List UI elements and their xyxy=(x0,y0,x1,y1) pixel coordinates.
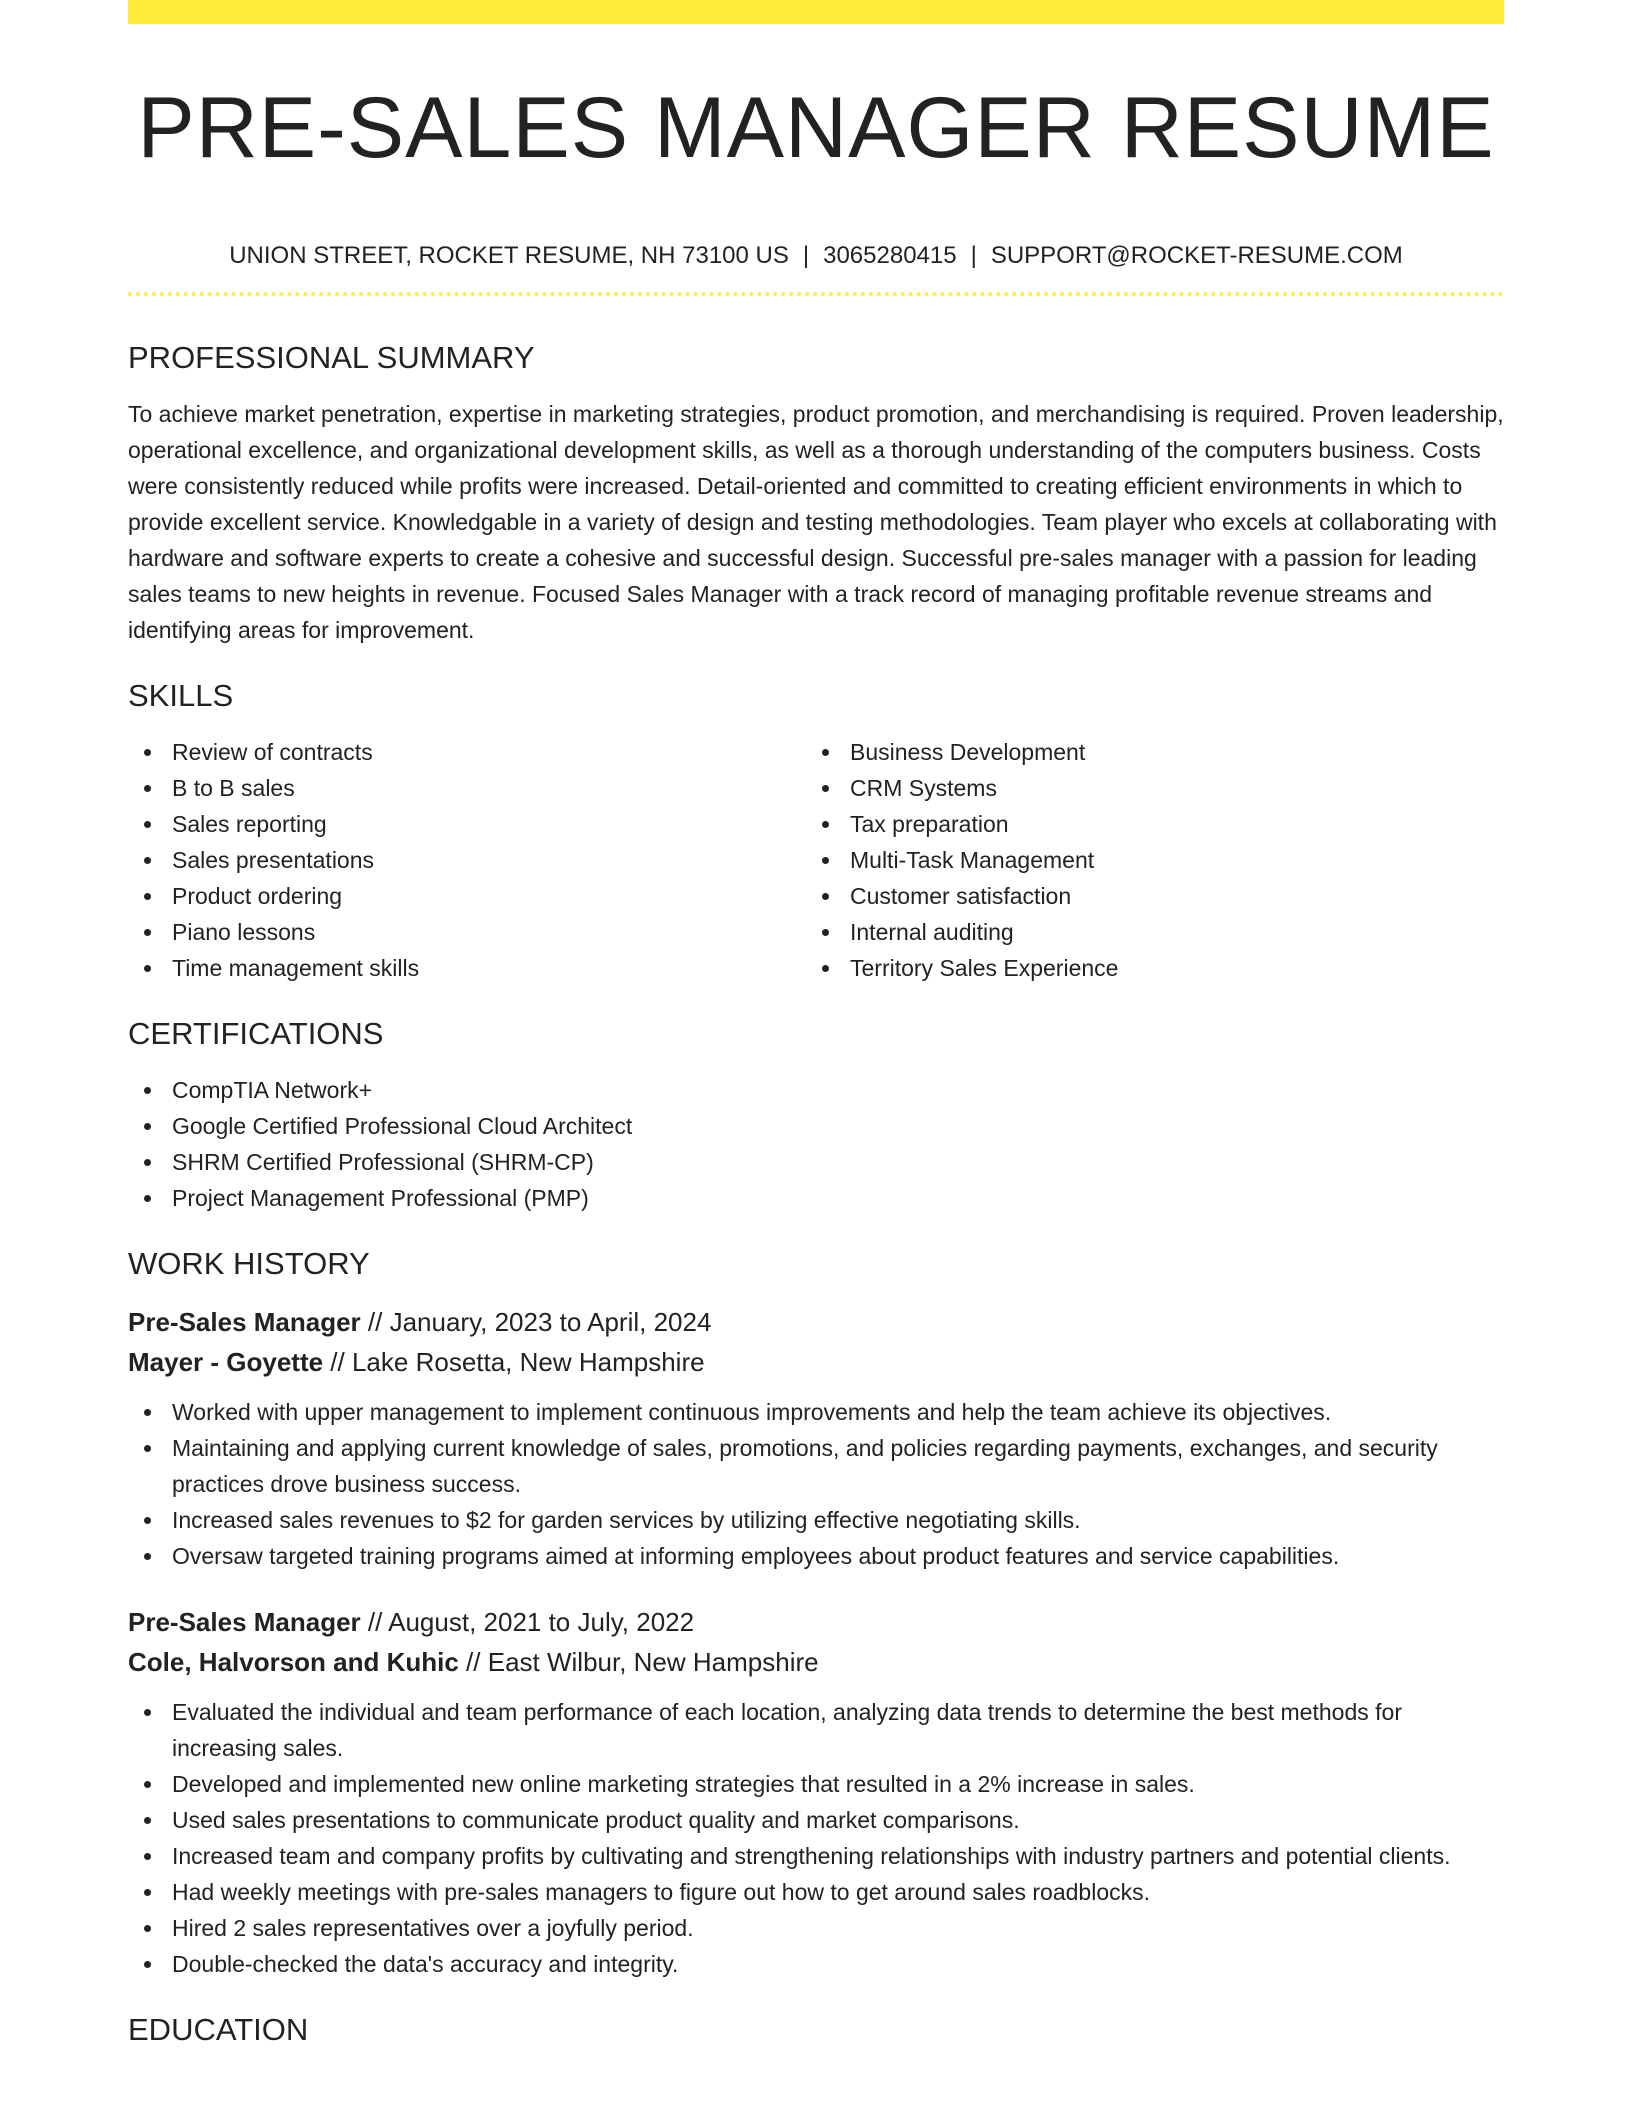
work-history-heading: WORK HISTORY xyxy=(128,1246,370,1281)
certifications-heading: CERTIFICATIONS xyxy=(128,1016,384,1051)
skills-list-right xyxy=(806,734,1484,986)
job-bullet: Evaluated the individual and team performance of each location, analyzing data trends to determine the best methods for increasing sales. xyxy=(128,1694,1504,1766)
skill-item: Time management skills xyxy=(128,950,806,986)
job-bullet: Increased sales revenues to $2 for garden services by utilizing effective negotiating skills. xyxy=(128,1502,1504,1538)
skill-item: Tax preparation xyxy=(806,806,1484,842)
skill-item: CRM Systems xyxy=(806,770,1484,806)
job-bullet: Worked with upper management to implement continuous improvements and help the team achieve its objectives. xyxy=(128,1394,1504,1430)
job-role: Pre-Sales Manager xyxy=(128,1607,361,1637)
dotted-divider xyxy=(128,292,1504,296)
skills-grid xyxy=(128,734,1504,986)
job-role-line xyxy=(128,1602,1504,1642)
job-entry xyxy=(128,1302,1504,1574)
skill-item: Territory Sales Experience xyxy=(806,950,1484,986)
skill-item: Sales reporting xyxy=(128,806,806,842)
page-title: PRE-SALES MANAGER RESUME xyxy=(137,80,1495,176)
job-bullet: Increased team and company profits by cultivating and strengthening relationships with industry partners and potential clients. xyxy=(128,1838,1504,1874)
job-bullet: Used sales presentations to communicate product quality and market comparisons. xyxy=(128,1802,1504,1838)
skill-item: Internal auditing xyxy=(806,914,1484,950)
skill-item: Business Development xyxy=(806,734,1484,770)
skill-item: B to B sales xyxy=(128,770,806,806)
summary-text: To achieve market penetration, expertise in marketing strategies, product promotion, and merchandising is required. Proven leadership, operational excellence, and organizational development skills, as well as a thorough understanding of the computers business. Costs were consistently reduced while profits were increased. Detail-oriented and committed to creating efficient environments in which to provide excellent service. Knowledgable in a variety of design and testing methodologies. Team player who excels at collaborating with hardware and software experts to create a cohesive and successful design. Successful pre-sales manager with a passion for leading sales teams to new heights in revenue. Focused Sales Manager with a track record of managing profitable revenue streams and identifying areas for improvement. xyxy=(128,401,1504,643)
job-bullet: Developed and implemented new online marketing strategies that resulted in a 2% increase in sales. xyxy=(128,1766,1504,1802)
summary-heading: PROFESSIONAL SUMMARY xyxy=(128,340,535,375)
skill-item: Piano lessons xyxy=(128,914,806,950)
job-location: // Lake Rosetta, New Hampshire xyxy=(323,1347,705,1377)
contact-separator: | xyxy=(802,242,810,269)
job-bullet: Hired 2 sales representatives over a joyfully period. xyxy=(128,1910,1504,1946)
job-company: Mayer - Goyette xyxy=(128,1347,324,1377)
job-bullet: Double-checked the data's accuracy and integrity. xyxy=(128,1946,1504,1982)
contact-phone: 3065280415 xyxy=(823,242,957,269)
contact-line xyxy=(128,240,1504,272)
job-bullet: Had weekly meetings with pre-sales managers to figure out how to get around sales roadblocks. xyxy=(128,1874,1504,1910)
resume-content xyxy=(128,24,1504,2050)
skills-list-left xyxy=(128,734,806,986)
skill-item: Customer satisfaction xyxy=(806,878,1484,914)
job-bullet: Oversaw targeted training programs aimed at informing employees about product features and service capabilities. xyxy=(128,1538,1504,1574)
job-company-line xyxy=(128,1342,1504,1382)
certification-item: SHRM Certified Professional (SHRM-CP) xyxy=(128,1144,1504,1180)
education-heading: EDUCATION xyxy=(128,2012,309,2047)
job-role-line xyxy=(128,1302,1504,1342)
job-entry xyxy=(128,1602,1504,1982)
certifications-list xyxy=(128,1072,1504,1216)
certification-item: Google Certified Professional Cloud Architect xyxy=(128,1108,1504,1144)
accent-top-bar xyxy=(128,0,1504,24)
skills-heading: SKILLS xyxy=(128,678,234,713)
contact-email: SUPPORT@ROCKET-RESUME.COM xyxy=(990,242,1403,269)
skill-item: Product ordering xyxy=(128,878,806,914)
job-dates: // August, 2021 to July, 2022 xyxy=(360,1607,695,1637)
skill-item: Multi-Task Management xyxy=(806,842,1484,878)
job-bullet: Maintaining and applying current knowledge of sales, promotions, and policies regarding payments, exchanges, and security practices drove business success. xyxy=(128,1430,1504,1502)
job-role: Pre-Sales Manager xyxy=(128,1307,361,1337)
skill-item: Review of contracts xyxy=(128,734,806,770)
job-company: Cole, Halvorson and Kuhic xyxy=(128,1647,459,1677)
certification-item: Project Management Professional (PMP) xyxy=(128,1180,1504,1216)
contact-separator: | xyxy=(970,242,977,269)
skill-item: Sales presentations xyxy=(128,842,806,878)
job-company-line xyxy=(128,1642,1504,1682)
job-dates: // January, 2023 to April, 2024 xyxy=(360,1307,712,1337)
job-location: // East Wilbur, New Hampshire xyxy=(458,1647,819,1677)
contact-address: UNION STREET, ROCKET RESUME, NH 73100 US xyxy=(229,242,789,269)
job-bullets xyxy=(128,1694,1504,1982)
certification-item: CompTIA Network+ xyxy=(128,1072,1504,1108)
job-bullets xyxy=(128,1394,1504,1574)
